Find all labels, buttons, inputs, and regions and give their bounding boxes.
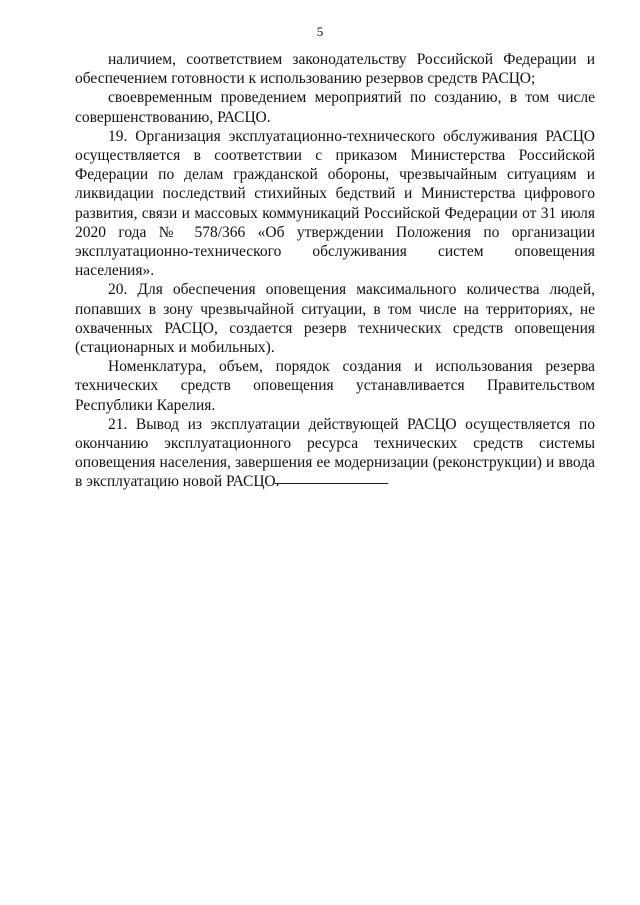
paragraph-21-decommissioning: 21. Вывод из эксплуатации действующей РАСЦО осуществляется по окончанию эксплуатационного ресурса технических средств системы оповещения населения, завершения ее модернизации (реконструкции) и ввода в эксплуатацию новой РАСЦО. <box>75 415 595 491</box>
paragraph-nomenclature: Номенклатура, объем, порядок создания и использования резерва технических средств оповещения устанавливается Правительством Республики Карелия. <box>75 358 595 414</box>
page-number: 5 <box>316 24 324 39</box>
document-body <box>75 50 595 492</box>
paragraph-readiness-reserves: наличием, соответствием законодательству Российской Федерации и обеспечением готовности к использованию резервов средств РАСЦО; <box>75 51 595 88</box>
paragraph-19-maintenance: 19. Организация эксплуатационно-технического обслуживания РАСЦО осуществляется в соответствии с приказом Министерства Российской Федерации по делам гражданской обороны, чрезвычайным ситуациям и ликвидации последствий стихийных бедствий и Министерства цифрового развития, связи и массовых коммуникаций Российской Федерации от 31 июля 2020 года № 578/366 «Об утверждении Положения по организации эксплуатационно-технического обслуживания систем оповещения населения». <box>75 127 595 280</box>
end-separator-line <box>275 483 388 484</box>
paragraph-20-reserve: 20. Для обеспечения оповещения максимального количества людей, попавших в зону чрезвычайной ситуации, в том числе на территориях, не охваченных РАСЦО, создается резерв технических средств оповещения (стационарных и мобильных). <box>75 281 595 357</box>
paragraph-improvement-measures: своевременным проведением мероприятий по созданию, в том числе совершенствованию, РАСЦО. <box>75 89 595 126</box>
